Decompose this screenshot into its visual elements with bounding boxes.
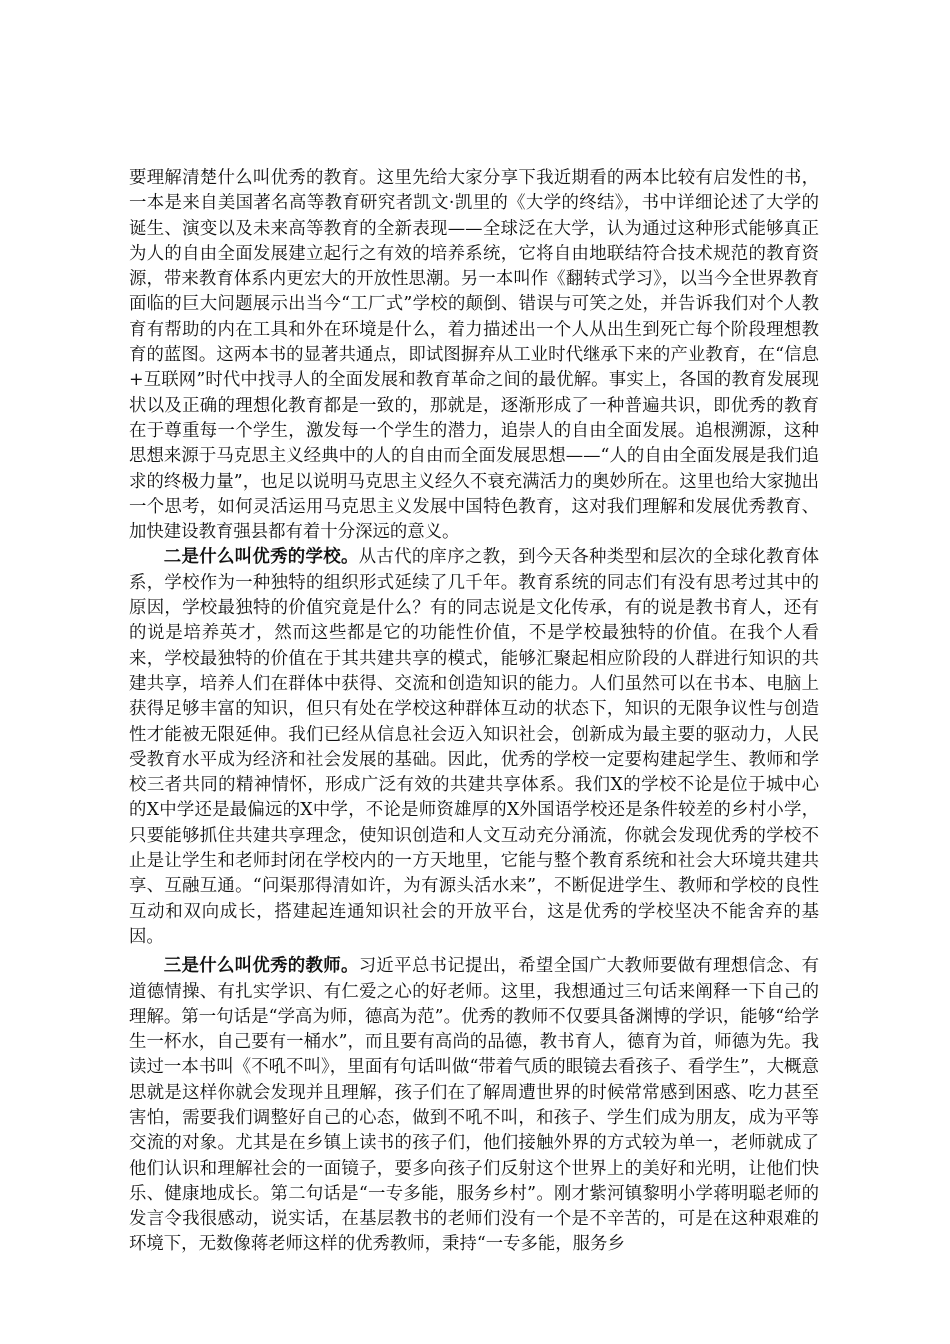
- paragraph-2-text: 从古代的庠序之教，到今天各种类型和层次的全球化教育体系，学校作为一种独特的组织形式延续了几千年。教育系统的同志们有没有思考过其中的原因，学校最独特的价值究竟是什么？有的同志说是文化传承，有的说是教书育人，还有的说是培养英才，然而这些都是它的功能性价值，不是学校最独特的价值。在我个人看来，学校最独特的价值在于其共建共享的模式，能够汇聚起相应阶段的人群进行知识的共建共享，培养人们在群体中获得、交流和创造知识的能力。人们虽然可以在书本、电脑上获得足够丰富的知识，但只有处在学校这种群体互动的状态下，知识的无限争议性与创造性才能被无限延伸。我们已经从信息社会迈入知识社会，创新成为最主要的驱动力，人民受教育水平成为经济和社会发展的基础。因此，优秀的学校一定要构建起学生、教师和学校三者共同的精神情怀，形成广泛有效的共建共享体系。我们X的学校不论是位于城中心的X中学还是最偏远的X中学，不论是师资雄厚的X外国语学校还是条件较差的乡村小学，只要能够抓住共建共享理念，使知识创造和人文互动充分涌流，你就会发现优秀的学校不止是让学生和老师封闭在学校内的一方天地里，它能与整个教育系统和社会大环境共建共享、互融互通。“问渠那得清如许，为有源头活水来”，不断促进学生、教师和学校的良性互动和双向成长，搭建起连通知识社会的开放平台，这是优秀的学校坚决不能舍弃的基因。: [129, 547, 819, 947]
- paragraph-1: [129, 166, 819, 545]
- paragraph-3-heading: 三是什么叫优秀的教师。: [163, 956, 359, 977]
- document-body: [129, 166, 819, 1258]
- paragraph-1-text: 要理解清楚什么叫优秀的教育。这里先给大家分享下我近期看的两本比较有启发性的书，一本是来自美国著名高等教育研究者凯文·凯里的《大学的终结》，书中详细论述了大学的诞生、演变以及未来高等教育的全新表现——全球泛在大学，认为通过这种形式能够真正为人的自由全面发展建立起行之有效的培养系统，它将自由地联结符合技术规范的教育资源，带来教育体系内更宏大的开放性思潮。另一本叫作《翻转式学习》，以当今全世界教育面临的巨大问题展示出当今“工厂式”学校的颠倒、错误与可笑之处，并告诉我们对个人教育有帮助的内在工具和外在环境是什么，着力描述出一个人从出生到死亡每个阶段理想教育的蓝图。这两本书的显著共通点，即试图摒弃从工业时代继承下来的产业教育，在“信息+互联网”时代中找寻人的全面发展和教育革命之间的最优解。事实上，各国的教育发展现状以及正确的理想化教育都是一致的，那就是，逐渐形成了一种普遍共识，即优秀的教育在于尊重每一个学生，激发每一个学生的潜力，追崇人的自由全面发展。追根溯源，这种思想来源于马克思主义经典中的人的自由而全面发展思想——“人的自由全面发展是我们追求的终极力量”，也足以说明马克思主义经久不衰充满活力的奥妙所在。这里也给大家抛出一个思考，如何灵活运用马克思主义发展中国特色教育，这对我们理解和发展优秀教育、加快建设教育强县都有着十分深远的意义。: [129, 168, 819, 543]
- paragraph-2-heading: 二是什么叫优秀的学校。: [163, 547, 359, 568]
- paragraph-3: [129, 954, 819, 1258]
- paragraph-2: [129, 545, 819, 950]
- paragraph-3-text: 习近平总书记提出，希望全国广大教师要做有理想信念、有道德情操、有扎实学识、有仁爱之心的好老师。这里，我想通过三句话来阐释一下自己的理解。第一句话是“学高为师，德高为范”。优秀的教师不仅要具备渊博的学识，能够“给学生一杯水，自己要有一桶水”，而且要有高尚的品德，教书育人，德育为首，师德为先。我读过一本书叫《不吼不叫》，里面有句话叫做“带着气质的眼镜去看孩子、看学生”，大概意思就是这样你就会发现并且理解，孩子们在了解周遭世界的时候常常感到困惑、吃力甚至害怕，需要我们调整好自己的心态，做到不吼不叫，和孩子、学生们成为朋友，成为平等交流的对象。尤其是在乡镇上读书的孩子们，他们接触外界的方式较为单一，老师就成了他们认识和理解社会的一面镜子，要多向孩子们反射这个世界上的美好和光明，让他们快乐、健康地成长。第二句话是“一专多能，服务乡村”。刚才紫河镇黎明小学蒋明聪老师的发言令我很感动，说实话，在基层教书的老师们没有一个是不辛苦的，可是在这种艰难的环境下，无数像蒋老师这样的优秀教师，秉持“一专多能，服务乡: [129, 956, 819, 1255]
